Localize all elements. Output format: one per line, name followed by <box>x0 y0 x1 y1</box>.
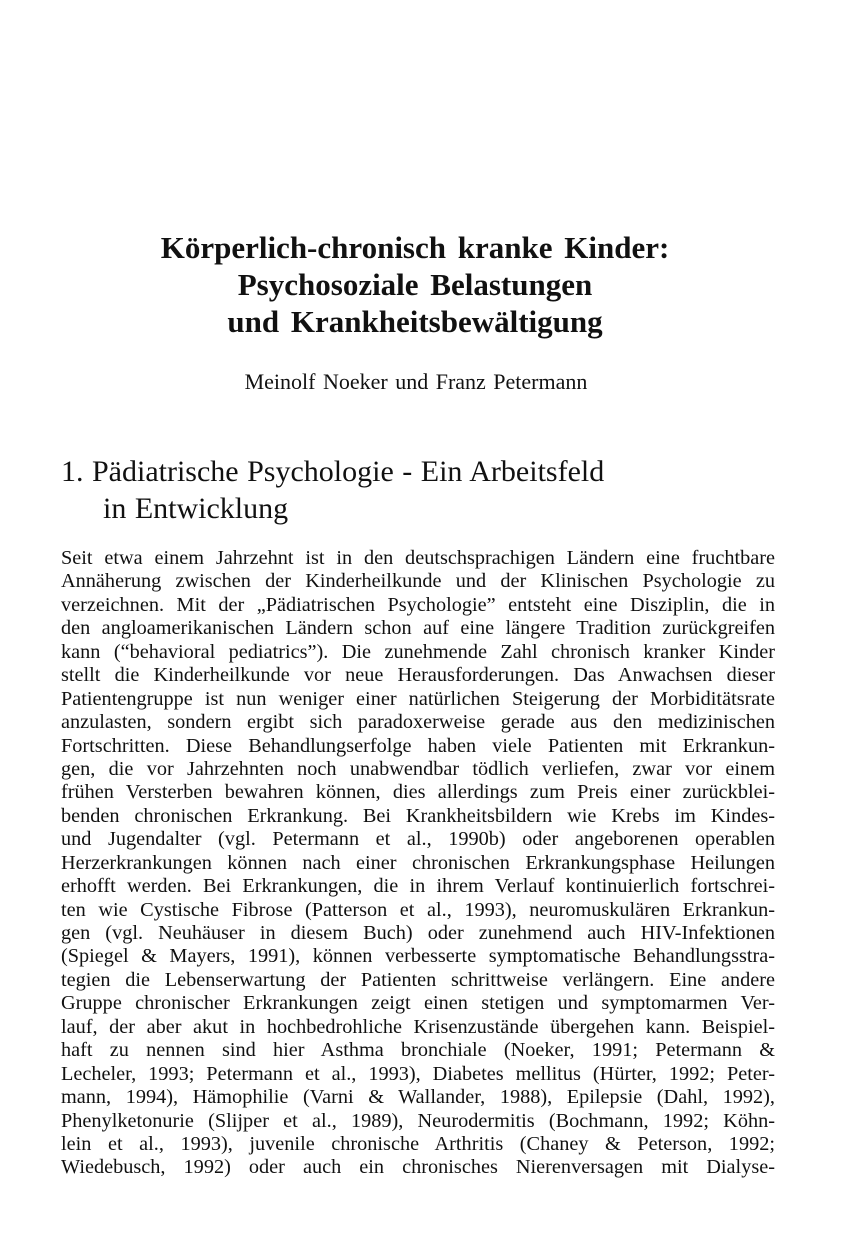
text-line: Annäherung zwischen der Kinderheilkunde und der Klinischen Psychologie zu <box>61 570 775 593</box>
text-line: Lecheler, 1993; Petermann et al., 1993), Diabetes mellitus (Hürter, 1992; Peter- <box>61 1062 775 1085</box>
text-line: Herzerkrankungen können nach einer chronischen Erkrankungsphase Heilungen <box>61 851 775 874</box>
text-line: ten wie Cystische Fibrose (Patterson et al., 1993), neuromuskulären Erkrankun- <box>61 898 775 921</box>
text-line: stellt die Kinderheilkunde vor neue Herausforderungen. Das Anwachsen dieser <box>61 664 775 687</box>
text-line: gen, die vor Jahrzehnten noch unabwendbar tödlich verliefen, zwar vor einem <box>61 757 775 780</box>
title-line: Psychosoziale Belastungen <box>237 267 593 302</box>
section-heading-line: 1. Pädiatrische Psychologie - Ein Arbeitsfeld <box>61 455 605 488</box>
section-heading-line: in Entwicklung <box>103 492 289 525</box>
text-line: mann, 1994), Hämophilie (Varni & Wallander, 1988), Epilepsie (Dahl, 1992), <box>61 1086 775 1109</box>
section-heading <box>61 453 781 527</box>
body-paragraph <box>61 547 775 1180</box>
text-line: verzeichnen. Mit der „Pädiatrischen Psychologie” entsteht eine Disziplin, die in <box>61 593 775 616</box>
text-line: tegien die Lebenserwartung der Patienten schrittweise verlängern. Eine andere <box>61 968 775 991</box>
text-line: Phenylketonurie (Slijper et al., 1989), Neurodermitis (Bochmann, 1992; Köhn- <box>61 1109 775 1132</box>
text-line: und Jugendalter (vgl. Petermann et al., 1990b) oder angeborenen operablen <box>61 828 775 851</box>
text-line: benden chronischen Erkrankung. Bei Krankheitsbildern wie Krebs im Kindes- <box>61 804 775 827</box>
text-line: lauf, der aber akut in hochbedrohliche Krisenzustände übergehen kann. Beispiel- <box>61 1015 775 1038</box>
text-line: anzulasten, sondern ergibt sich paradoxerweise gerade aus den medizinischen <box>61 711 775 734</box>
text-line: haft zu nennen sind hier Asthma bronchiale (Noeker, 1991; Petermann & <box>61 1039 775 1062</box>
title-line: Körperlich-chronisch kranke Kinder: <box>160 230 670 265</box>
text-line: lein et al., 1993), juvenile chronische Arthritis (Chaney & Peterson, 1992; <box>61 1132 775 1155</box>
text-line: Patientengruppe ist nun weniger einer natürlichen Steigerung der Morbiditätsrate <box>61 687 775 710</box>
text-line: Gruppe chronischer Erkrankungen zeigt einen stetigen und symptomarmen Ver- <box>61 992 775 1015</box>
article-title <box>0 229 830 340</box>
text-line: Seit etwa einem Jahrzehnt ist in den deutschsprachigen Ländern eine fruchtbare <box>61 547 775 569</box>
text-line: Fortschritten. Diese Behandlungserfolge haben viele Patienten mit Erkrankun- <box>61 734 775 757</box>
text-line: Wiedebusch, 1992) oder auch ein chronisches Nierenversagen mit Dialyse- <box>61 1156 775 1179</box>
title-line: und Krankheitsbewältigung <box>227 304 603 339</box>
text-line: gen (vgl. Neuhäuser in diesem Buch) oder zunehmend auch HIV-Infektionen <box>61 922 775 944</box>
text-line: (Spiegel & Mayers, 1991), können verbesserte symptomatische Behandlungsstra- <box>61 945 775 968</box>
author-line: Meinolf Noeker und Franz Petermann <box>244 369 588 394</box>
text-line: erhofft werden. Bei Erkrankungen, die in ihrem Verlauf kontinuierlich fortschrei- <box>61 875 775 898</box>
text-line: den angloamerikanischen Ländern schon auf eine längere Tradition zurückgreifen <box>61 617 775 640</box>
text-line: frühen Versterben bewahren können, dies allerdings zum Preis einer zurückblei- <box>61 781 775 804</box>
text-line: kann (“behavioral pediatrics”). Die zunehmende Zahl chronisch kranker Kinder <box>61 640 775 663</box>
